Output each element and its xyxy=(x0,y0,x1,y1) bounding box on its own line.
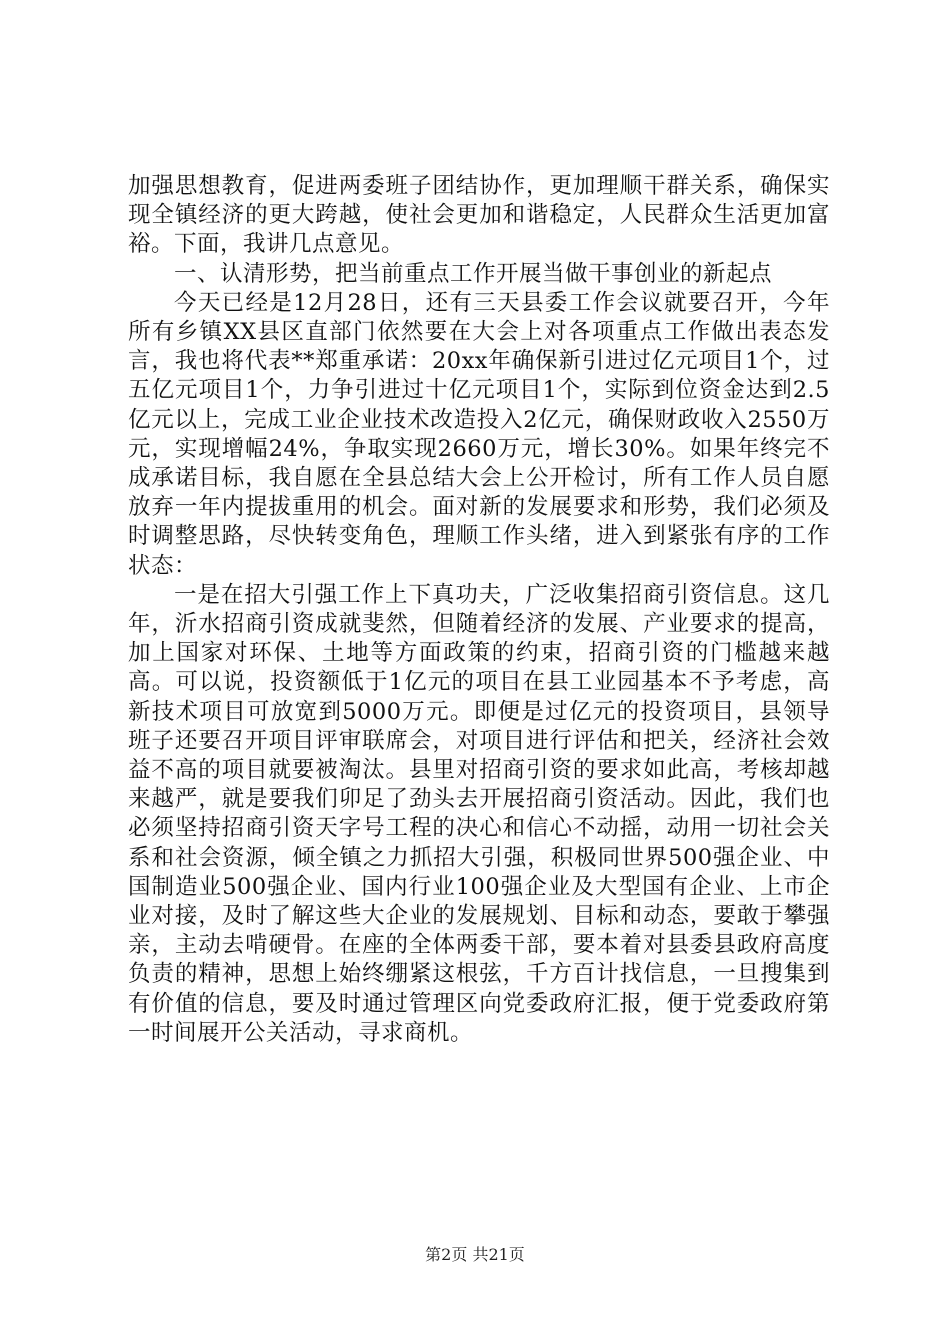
section-heading: 一、认清形势，把当前重点工作开展当做干事创业的新起点 xyxy=(174,260,773,287)
paragraph-continuation: 加强思想教育，促进两委班子团结协作，更加理顺干群关系，确保实现全镇经济的更大跨越，使社会更加和谐稳定，人民群众生活更加富裕。下面，我讲几点意见。 xyxy=(128,173,830,258)
page-footer: 第2页 共21页 xyxy=(425,1245,525,1264)
paragraph-investment: 一是在招大引强工作上下真功夫，广泛收集招商引资信息。这几年，沂水招商引资成就斐然，但随着经济的发展、产业要求的提高，加上国家对环保、土地等方面政策的约束，招商引资的门槛越来越高。可以说，投资额低于1亿元的项目在县工业园基本不予考虑，高新技术项目可放宽到5000万元。即便是过亿元的投资项目，县领导班子还要召开项目评审联席会，对项目进行评估和把关，经济社会效益不高的项目就要被淘汰。县里对招商引资的要求如此高，考核却越来越严，就是要我们卯足了劲头去开展招商引资活动。因此，我们也必须坚持招商引资天字号工程的决心和信心不动摇，动用一切社会关系和社会资源，倾全镇之力抓招大引强，积极同世界500强企业、中国制造业500强企业、国内行业100强企业及大型国有企业、上市企业对接，及时了解这些大企业的发展规划、目标和动态，要敢于攀强亲，主动去啃硬骨。在座的全体两委干部，要本着对县委县政府高度负责的精神，思想上始终绷紧这根弦，千方百计找信息，一旦搜集到有价值的信息，要及时通过管理区向党委政府汇报，便于党委政府第一时间展开公关活动，寻求商机。 xyxy=(128,581,830,1046)
document-body xyxy=(128,172,830,1048)
paragraph-commitment: 今天已经是12月28日，还有三天县委工作会议就要召开，今年所有乡镇XX县区直部门依然要在大会上对各项重点工作做出表态发言，我也将代表**郑重承诺：20xx年确保新引进过亿元项目1个，过五亿元项目1个，力争引进过十亿元项目1个，实际到位资金达到2.5亿元以上，完成工业企业技术改造投入2亿元，确保财政收入2550万元，实现增幅24%，争取实现2660万元，增长30%。如果年终完不成承诺目标，我自愿在全县总结大会上公开检讨，所有工作人员自愿放弃一年内提拔重用的机会。面对新的发展要求和形势，我们必须及时调整思路，尽快转变角色，理顺工作头绪，进入到紧张有序的工作状态： xyxy=(128,289,830,579)
